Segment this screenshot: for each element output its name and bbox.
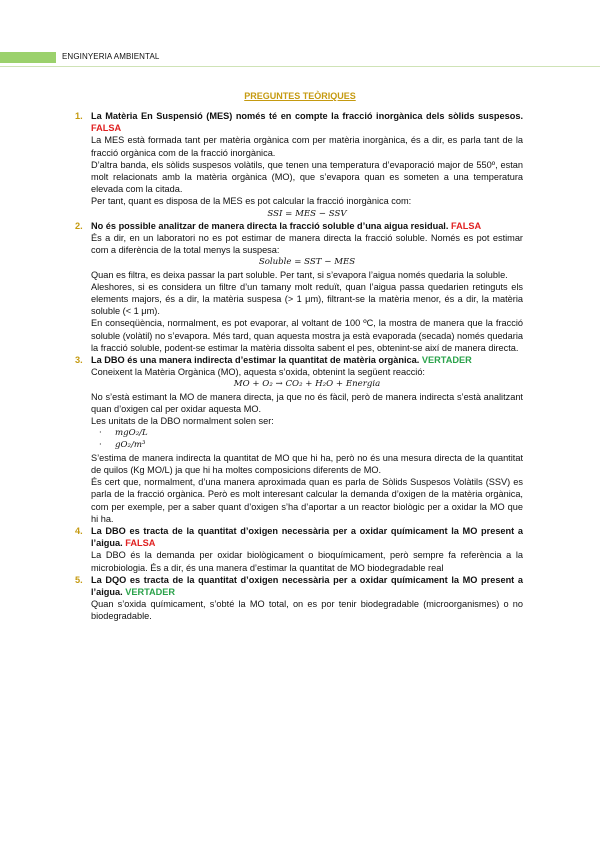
answer-paragraph: Quan s’oxida químicament, s’obté la MO total, on es por tenir biodegradable (microorganismes) o no biodegradable. (91, 599, 523, 622)
formula: Soluble = SST − MES (258, 257, 356, 268)
answer-paragraph: En conseqüència, normalment, es pot evaporar, al voltant de 100 ºC, la mostra de manera que la fracció soluble (volàtil) no s’evapora. Més tard, quan aquesta mostra ja està evaporada (secada) només quedaria la fracció soluble, podent-se estimar la matèria dissolta sabent el pes, obtenint-se així de manera directa. (91, 318, 523, 353)
verdict-badge: FALSA (450, 220, 482, 231)
question-1 (75, 110, 523, 220)
list-item: · mgO₂/L (99, 428, 148, 439)
answer-paragraph: Coneixent la Matèria Orgànica (MO), aquesta s’oxida, obtenint la següent reacció: (91, 367, 425, 378)
header-rule (0, 66, 600, 67)
answer-paragraph: És a dir, en un laboratori no es pot estimar de manera directa la fracció soluble. Només es pot estimar com a diferència de la total menys la suspesa: (91, 233, 523, 256)
answer-paragraph: S’estima de manera indirecta la quantitat de MO que hi ha, però no és una mesura directa de la quantitat de quilos (Kg MO/L) ja que hi ha moltes composicions diferents de MO. (91, 452, 523, 475)
answer-paragraph: És cert que, normalment, d’una manera aproximada quan es parla de Sòlids Suspesos Volàtils (SSV) es parla de la fracció orgànica. Però es molt interesant calcular la demanda d’oxigen de la matèria orgànica, com per exemple, per a saber quant d’oxigen s’ha d’aportar a un reactor biològic per a oxidar la MO que hi ha. (91, 477, 523, 524)
answer-paragraph: La DBO és la demanda per oxidar biològicament o bioquímicament, però sempre fa referència a la microbiologia. És a dir, és una manera d’estimar la quantitat de MO biodegradable real (91, 550, 523, 573)
bullet-icon: · (99, 440, 102, 451)
questions-list (75, 110, 523, 623)
question-number: 3. (75, 355, 83, 366)
question-5 (75, 574, 523, 623)
verdict-badge: VERTADER (421, 355, 472, 366)
verdict-badge: VERTADER (125, 586, 176, 597)
answer-paragraph: Aleshores, si es considera un filtre d’un tamany molt reduït, quan l’aigua passa quedarien retinguts els elements majors, és a dir, la matèria suspesa (> 1 μm), filtrant-se la matèria menor, és a dir, la matèria soluble (< 1 μm). (91, 281, 523, 317)
answer-paragraph: Les unitats de la DBO normalment solen ser: (91, 416, 274, 427)
verdict-badge: FALSA (91, 123, 122, 134)
answer-paragraph: Quan es filtra, es deixa passar la part soluble. Per tant, si s’evapora l’aigua només quedaria la soluble. (91, 269, 508, 280)
header-color-bar (0, 52, 56, 63)
question-4 (75, 525, 523, 574)
answer-paragraph: La MES està formada tant per matèria orgànica com per matèria inorgànica, és a dir, es parla tant de la fracció orgànica com de la fracció inorgànica. (91, 135, 523, 158)
verdict-badge: FALSA (125, 538, 156, 549)
answer-paragraph: Per tant, quant es disposa de la MES es pot calcular la fracció inorgànica com: (91, 196, 412, 207)
formula: MO + O₂ → CO₂ + H₂O + Energia (233, 379, 381, 390)
list-item: · gO₂/m³ (99, 440, 146, 451)
answer-paragraph: No s’està estimant la MO de manera directa, ja que no és fàcil, però de manera indirecta s’està analitzant quan d’oxigen cal per oxidar aquesta MO. (91, 391, 523, 414)
formula: SSI = MES − SSV (267, 208, 347, 219)
question-2 (75, 220, 523, 354)
question-statement: La DBO es tracta de la quantitat d’oxigen necessària per a oxidar químicament la MO present a l’aigua. (91, 525, 523, 549)
header-label: ENGINYERIA AMBIENTAL (62, 52, 160, 61)
units-list (91, 427, 523, 451)
question-number: 1. (75, 111, 83, 121)
question-number: 4. (75, 525, 83, 536)
question-number: 2. (75, 220, 83, 231)
question-3 (75, 354, 523, 525)
question-number: 5. (75, 574, 83, 585)
question-statement: La Matèria En Suspensió (MES) només té en compte la fracció inorgànica dels sòlids suspesos. (91, 111, 523, 121)
question-statement: La DBO és una manera indirecta d’estimar la quantitat de matèria orgànica. (91, 355, 420, 366)
answer-paragraph: D’altra banda, els sòlids suspesos volàtils, que tenen una temperatura d’evaporació major de 550º, estan molt relacionats amb la matèria orgànica (MO), que s’evapora quan es someten a una temperatura elevada com la citada. (91, 159, 523, 195)
bullet-icon: · (99, 428, 102, 439)
question-statement: La DQO es tracta de la quantitat d’oxigen necessària per a oxidar químicament la MO present a l’aigua. (91, 574, 523, 597)
page-title: PREGUNTES TEÒRIQUES (244, 91, 356, 101)
question-statement: No és possible analitzar de manera directa la fracció soluble d’una aigua residual. (91, 220, 449, 231)
